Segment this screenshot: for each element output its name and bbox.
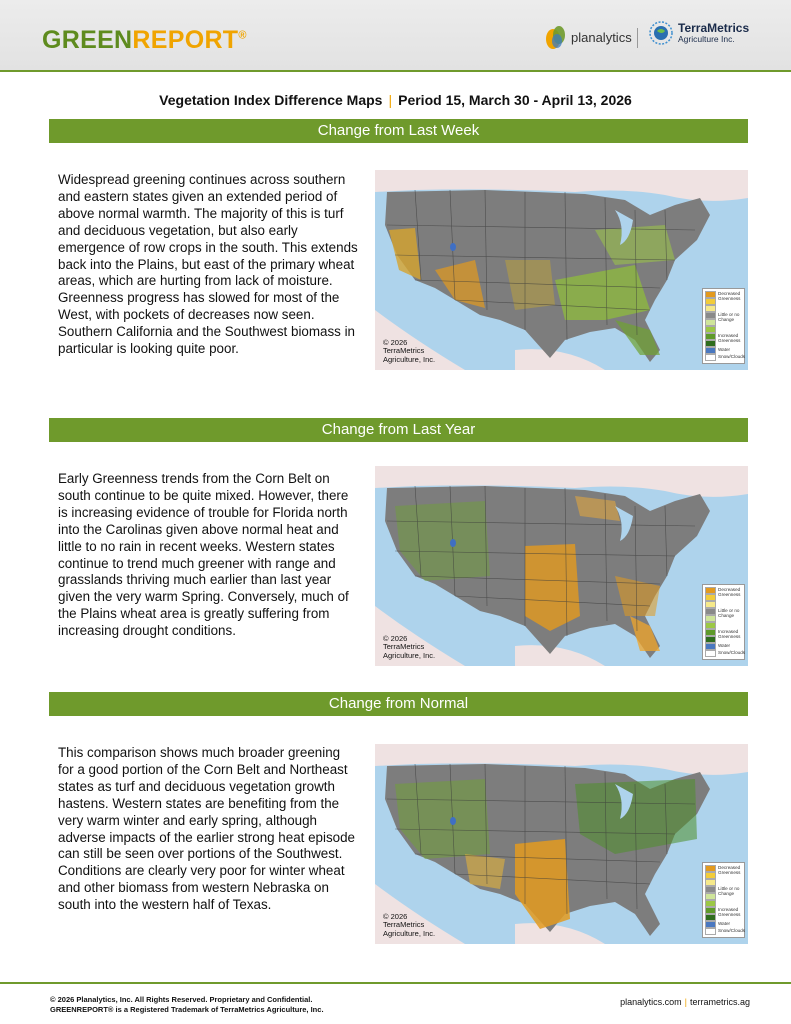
legend-entry [705, 643, 742, 650]
legend-entry [705, 907, 742, 917]
legend-swatch [705, 608, 716, 615]
map-legend [702, 862, 745, 938]
legend-entry [705, 900, 742, 907]
logo-divider [637, 28, 638, 48]
legend-swatch [705, 907, 716, 914]
legend-label: Increased Greenness [718, 907, 741, 917]
legend-entry [705, 333, 742, 343]
section-text-normal: This comparison shows much broader greening for a good portion of the Corn Belt and Northeast states as turf and deciduous vegetation growth hastens. Western states are benefiting from the very warm winter and early spring, although adverse impacts of the earlier strong heat episode can still be seen over portions of the Southwest. Conditions are clearly very poor for winter wheat and other biomass from western Nebraska on south into the western half of Texas. [58, 745, 355, 913]
legend-label: Water [718, 921, 731, 926]
legend-swatch [705, 928, 716, 935]
section-heading-normal: Change from Normal [49, 692, 748, 716]
legend-swatch [705, 305, 716, 312]
footer-divider [0, 982, 791, 984]
legend-swatch [705, 312, 716, 319]
terrametrics-logo [648, 20, 749, 46]
legend-swatch [705, 865, 716, 872]
title-period: Period 15, March 30 - April 13, 2026 [398, 92, 632, 108]
legend-swatch [705, 601, 716, 608]
legend-label: Water [718, 643, 731, 648]
copyright-line3: Agriculture, Inc. [383, 354, 436, 364]
copyright-line2: TerraMetrics [383, 642, 425, 651]
copyright-line3: Agriculture, Inc. [383, 928, 436, 938]
legend-label: Decreased Greenness [718, 291, 741, 301]
legend-entry [705, 886, 742, 896]
map-normal [375, 744, 748, 944]
greenreport-logo [42, 26, 247, 55]
map-copyright [383, 635, 435, 661]
legend-entry [705, 354, 746, 361]
terrametrics-link[interactable]: terrametrics.ag [689, 997, 750, 1007]
footer-link-divider: | [684, 997, 687, 1007]
map-copyright [383, 339, 435, 365]
legend-label: Water [718, 347, 731, 352]
title-main: Vegetation Index Difference Maps [159, 92, 383, 108]
legend-swatch [705, 636, 716, 643]
legend-swatch [705, 298, 716, 305]
legend-swatch [705, 291, 716, 298]
legend-swatch [705, 643, 716, 650]
page-title [0, 92, 791, 108]
section-text-last-week: Widespread greening continues across southern and eastern states given an extended period of above normal warmth. The majority of this is turf and deciduous vegetation, but also early emergence of row crops in the south. This extends back into the Plains, but east of the primary wheat areas, which are hurting from lack of moisture. Greenness progress has slowed for most of the West, with pockets of decreases now seen. Southern California and the Southwest biomass in particular is looking quite poor. [58, 172, 358, 357]
legend-label: Little or no Change [718, 886, 740, 896]
legend-swatch [705, 319, 716, 326]
legend-swatch [705, 886, 716, 893]
legend-entry [705, 650, 746, 657]
legend-entry [705, 921, 742, 928]
legend-label: Little or no Change [718, 608, 740, 618]
legend-entry [705, 608, 742, 618]
legend-entry [705, 291, 742, 301]
legend-swatch [705, 347, 716, 354]
legend-entry [705, 879, 742, 886]
map-copyright [383, 913, 435, 939]
legend-label: Increased Greenness [718, 629, 741, 639]
legend-label: Increased Greenness [718, 333, 741, 343]
section-heading-last-week: Change from Last Week [49, 119, 748, 143]
legend-swatch [705, 622, 716, 629]
copyright-line1: © 2026 [383, 633, 408, 643]
legend-swatch [705, 921, 716, 928]
legend-swatch [705, 333, 716, 340]
legend-label: Decreased Greenness [718, 865, 741, 875]
legend-entry [705, 347, 742, 354]
terrametrics-name: TerraMetrics [678, 21, 750, 36]
section-heading-last-year: Change from Last Year [49, 418, 748, 442]
map-last-year [375, 466, 748, 666]
legend-label: Decreased Greenness [718, 587, 741, 597]
planalytics-leaf-icon [545, 23, 567, 51]
legend-swatch [705, 340, 716, 347]
copyright-line3: Agriculture, Inc. [383, 650, 436, 660]
legend-swatch [705, 893, 716, 900]
planalytics-logo [545, 22, 632, 52]
legend-swatch [705, 594, 716, 601]
section-text-last-year: Early Greenness trends from the Corn Belt on south continue to be quite mixed. However, there is increasing evidence of trouble for Florida north into the Carolinas given above normal heat and little to no rain in recent weeks. Western states continue to trend much greener with range and grasslands thriving much earlier than last year given the very warm Spring. Conversely, much of the Plains wheat area is greatly suffering from increasing drought conditions. [58, 471, 349, 639]
legend-label: Snow/Clouds [718, 928, 746, 933]
legend-entry [705, 622, 742, 629]
legend-entry [705, 326, 742, 333]
planalytics-name: planalytics [571, 29, 632, 45]
legend-swatch [705, 615, 716, 622]
map-last-week [375, 170, 748, 370]
legend-swatch [705, 879, 716, 886]
legend-swatch [705, 629, 716, 636]
legend-label: Snow/Clouds [718, 354, 746, 359]
page-header [0, 0, 791, 72]
terrametrics-globe-icon [648, 20, 674, 46]
legend-entry [705, 305, 742, 312]
map-legend [702, 584, 745, 660]
legend-swatch [705, 326, 716, 333]
legend-entry [705, 601, 742, 608]
copyright-line1: © 2026 [383, 337, 408, 347]
legend-entry [705, 865, 742, 875]
legend-entry [705, 928, 746, 935]
title-divider: | [388, 92, 393, 108]
footer-links [620, 997, 750, 1007]
copyright-line2: TerraMetrics [383, 920, 425, 929]
legend-entry [705, 629, 742, 639]
footer-trademark: GREENREPORT® is a Registered Trademark of TerraMetrics Agriculture, Inc. [50, 1005, 324, 1014]
copyright-line1: © 2026 [383, 911, 408, 921]
legend-swatch [705, 587, 716, 594]
legend-label: Snow/Clouds [718, 650, 746, 655]
logo-registered-mark: ® [238, 29, 247, 42]
legend-swatch [705, 872, 716, 879]
legend-swatch [705, 900, 716, 907]
legend-swatch [705, 650, 716, 657]
footer-copyright: © 2026 Planalytics, Inc. All Rights Reserved. Proprietary and Confidential. [50, 995, 313, 1004]
legend-label: Little or no Change [718, 312, 740, 322]
copyright-line2: TerraMetrics [383, 346, 425, 355]
map-legend [702, 288, 745, 364]
footer-legal [50, 995, 324, 1015]
terrametrics-subtitle: Agriculture Inc. [678, 34, 735, 45]
logo-report-part: REPORT [132, 26, 239, 54]
legend-entry [705, 312, 742, 322]
legend-entry [705, 587, 742, 597]
legend-swatch [705, 914, 716, 921]
planalytics-link[interactable]: planalytics.com [620, 997, 682, 1007]
legend-swatch [705, 354, 716, 361]
logo-green-part: GREEN [42, 26, 133, 54]
